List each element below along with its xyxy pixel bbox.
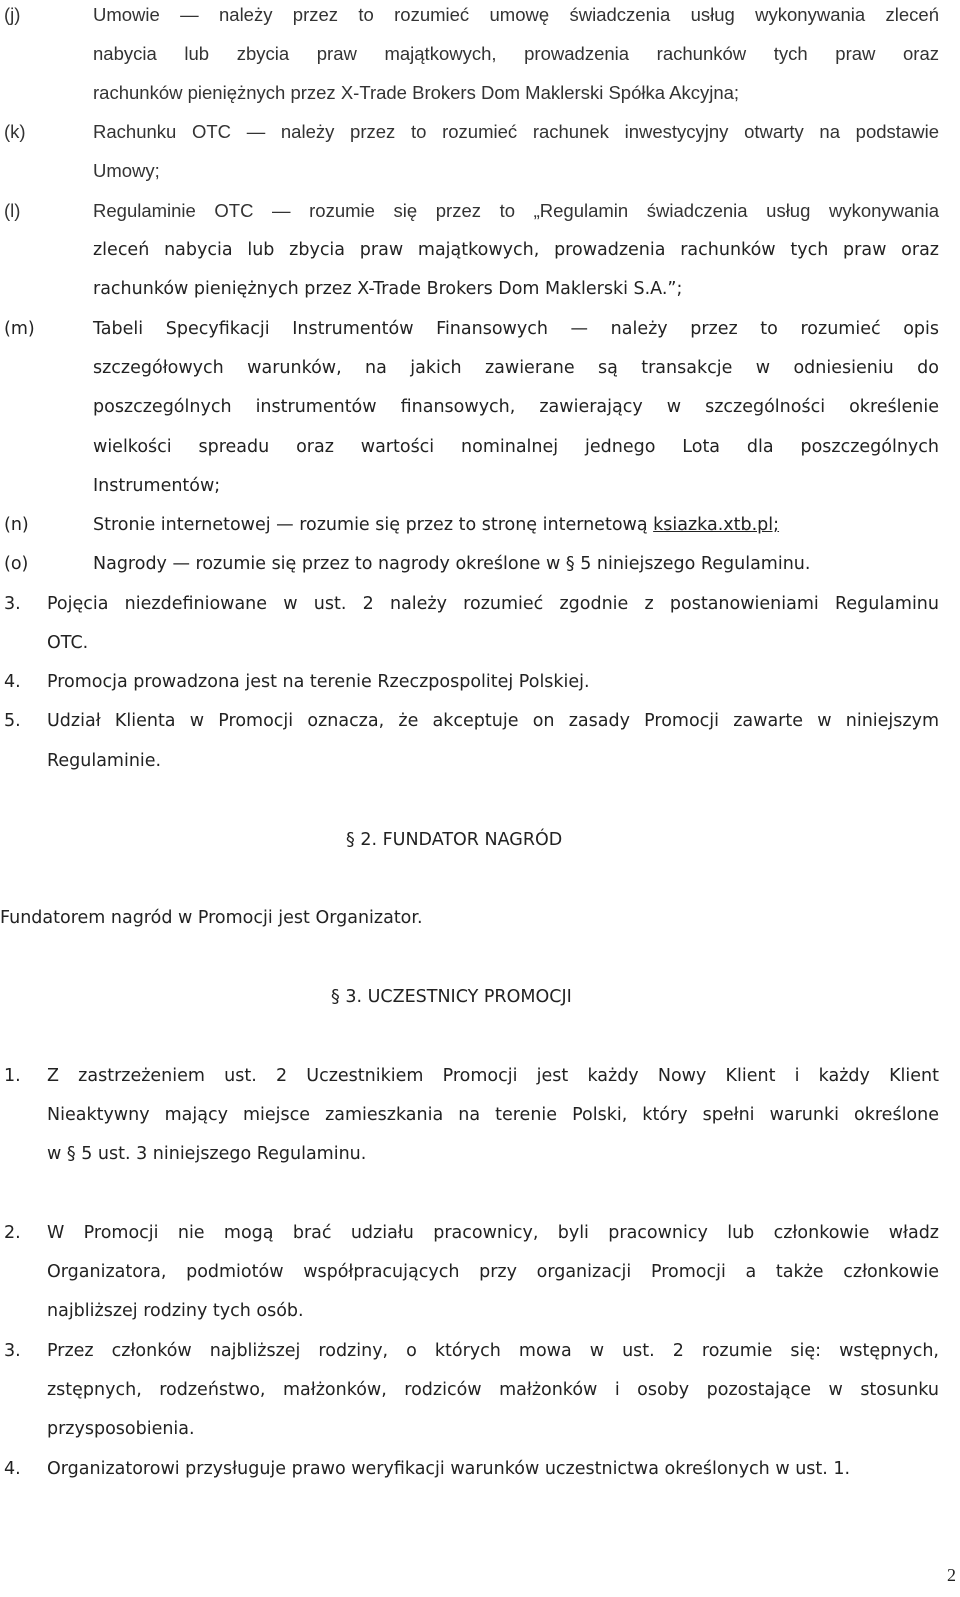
s3-point-3-line-2: zstępnych, rodzeństwo, małżonków, rodziców małżonków i osoby pozostające w stosunku <box>47 1380 939 1400</box>
point-5-line-1: Udział Klienta w Promocji oznacza, że akceptuje on zasady Promocji zawarte w niniejszym <box>47 711 939 731</box>
item-n-text: Stronie internetowej — rozumie się przez to stronę internetową <box>93 515 654 535</box>
s3-point-2-line-1: W Promocji nie mogą brać udziału pracownicy, byli pracownicy lub członkowie władz <box>47 1223 939 1243</box>
item-l-line-2: zleceń nabycia lub zbycia praw majątkowych, prowadzenia rachunków tych praw oraz <box>93 240 939 260</box>
website-link[interactable]: ksiazka.xtb.pl; <box>653 515 780 535</box>
s3-point-2-line-2: Organizatora, podmiotów współpracujących przy organizacji Promocji a także członkowie <box>47 1262 939 1282</box>
point-3-line-2: OTC. <box>47 633 89 653</box>
item-label-k: (k) <box>4 121 26 142</box>
s3-point-1-line-3: w § 5 ust. 3 niniejszego Regulaminu. <box>47 1144 367 1164</box>
item-m-line-2: szczegółowych warunków, na jakich zawierane są transakcje w odniesieniu do <box>93 358 939 378</box>
s3-point-1-line-2: Nieaktywny mający miejsce zamieszkania na terenie Polski, który spełni warunki określone <box>47 1105 939 1125</box>
item-m-line-1: Tabeli Specyfikacji Instrumentów Finansowych — należy przez to rozumieć opis <box>93 319 939 339</box>
item-j-line-1: Umowie — należy przez to rozumieć umowę świadczenia usług wykonywania zleceń <box>93 4 939 25</box>
item-m-line-5: Instrumentów; <box>93 476 221 496</box>
s3-point-3-line-1: Przez członków najbliższej rodziny, o których mowa w ust. 2 rozumie się: wstępnych, <box>47 1341 939 1361</box>
point-4-line-1: Promocja prowadzona jest na terenie Rzeczpospolitej Polskiej. <box>47 672 590 692</box>
point-4-number: 4. <box>4 672 21 692</box>
s3-point-4-line-1: Organizatorowi przysługuje prawo weryfikacji warunków uczestnictwa określonych w ust. 1. <box>47 1459 851 1479</box>
item-l-line-3: rachunków pieniężnych przez X-Trade Brokers Dom Maklerski S.A.”; <box>93 279 683 299</box>
s3-point-2-line-3: najbliższej rodziny tych osób. <box>47 1301 304 1321</box>
s3-point-1-number: 1. <box>4 1066 21 1086</box>
item-m-line-4: wielkości spreadu oraz wartości nominalnej jednego Lota dla poszczególnych <box>93 437 939 457</box>
point-5-number: 5. <box>4 711 21 731</box>
item-n-line <box>93 512 779 538</box>
item-o-line: Nagrody — rozumie się przez to nagrody określone w § 5 niniejszego Regulaminu. <box>93 554 811 574</box>
s3-point-3-line-3: przysposobienia. <box>47 1419 195 1439</box>
item-label-m: (m) <box>4 319 35 339</box>
s3-point-4-number: 4. <box>4 1459 21 1479</box>
s3-point-1-line-1: Z zastrzeżeniem ust. 2 Uczestnikiem Promocji jest każdy Nowy Klient i każdy Klient <box>47 1066 939 1086</box>
item-l-line-1: Regulaminie OTC — rozumie się przez to „Regulamin świadczenia usług wykonywania <box>93 200 939 221</box>
item-k-line-1: Rachunku OTC — należy przez to rozumieć rachunek inwestycyjny otwarty na podstawie <box>93 121 939 142</box>
s3-point-3-number: 3. <box>4 1341 21 1361</box>
page-number: 2 <box>947 1565 956 1585</box>
item-k-line-2: Umowy; <box>93 160 160 181</box>
item-label-l: (l) <box>4 200 21 221</box>
point-5-line-2: Regulaminie. <box>47 751 162 771</box>
point-3-number: 3. <box>4 594 21 614</box>
item-label-n: (n) <box>4 515 29 535</box>
item-m-line-3: poszczególnych instrumentów finansowych, zawierający w szczególności określenie <box>93 397 939 417</box>
item-label-o: (o) <box>4 554 29 574</box>
item-label-j: (j) <box>4 4 21 25</box>
s3-point-2-number: 2. <box>4 1223 21 1243</box>
point-3-line-1: Pojęcia niezdefiniowane w ust. 2 należy rozumieć zgodnie z postanowieniami Regulaminu <box>47 594 939 614</box>
item-j-line-2: nabycia lub zbycia praw majątkowych, prowadzenia rachunków tych praw oraz <box>93 43 939 64</box>
section-2-text: Fundatorem nagród w Promocji jest Organizator. <box>0 908 423 928</box>
section-3-heading: § 3. UCZESTNICY PROMOCJI <box>331 987 572 1007</box>
section-2-heading: § 2. FUNDATOR NAGRÓD <box>346 830 563 850</box>
item-j-line-3: rachunków pieniężnych przez X-Trade Brokers Dom Maklerski Spółka Akcyjna; <box>93 82 740 103</box>
